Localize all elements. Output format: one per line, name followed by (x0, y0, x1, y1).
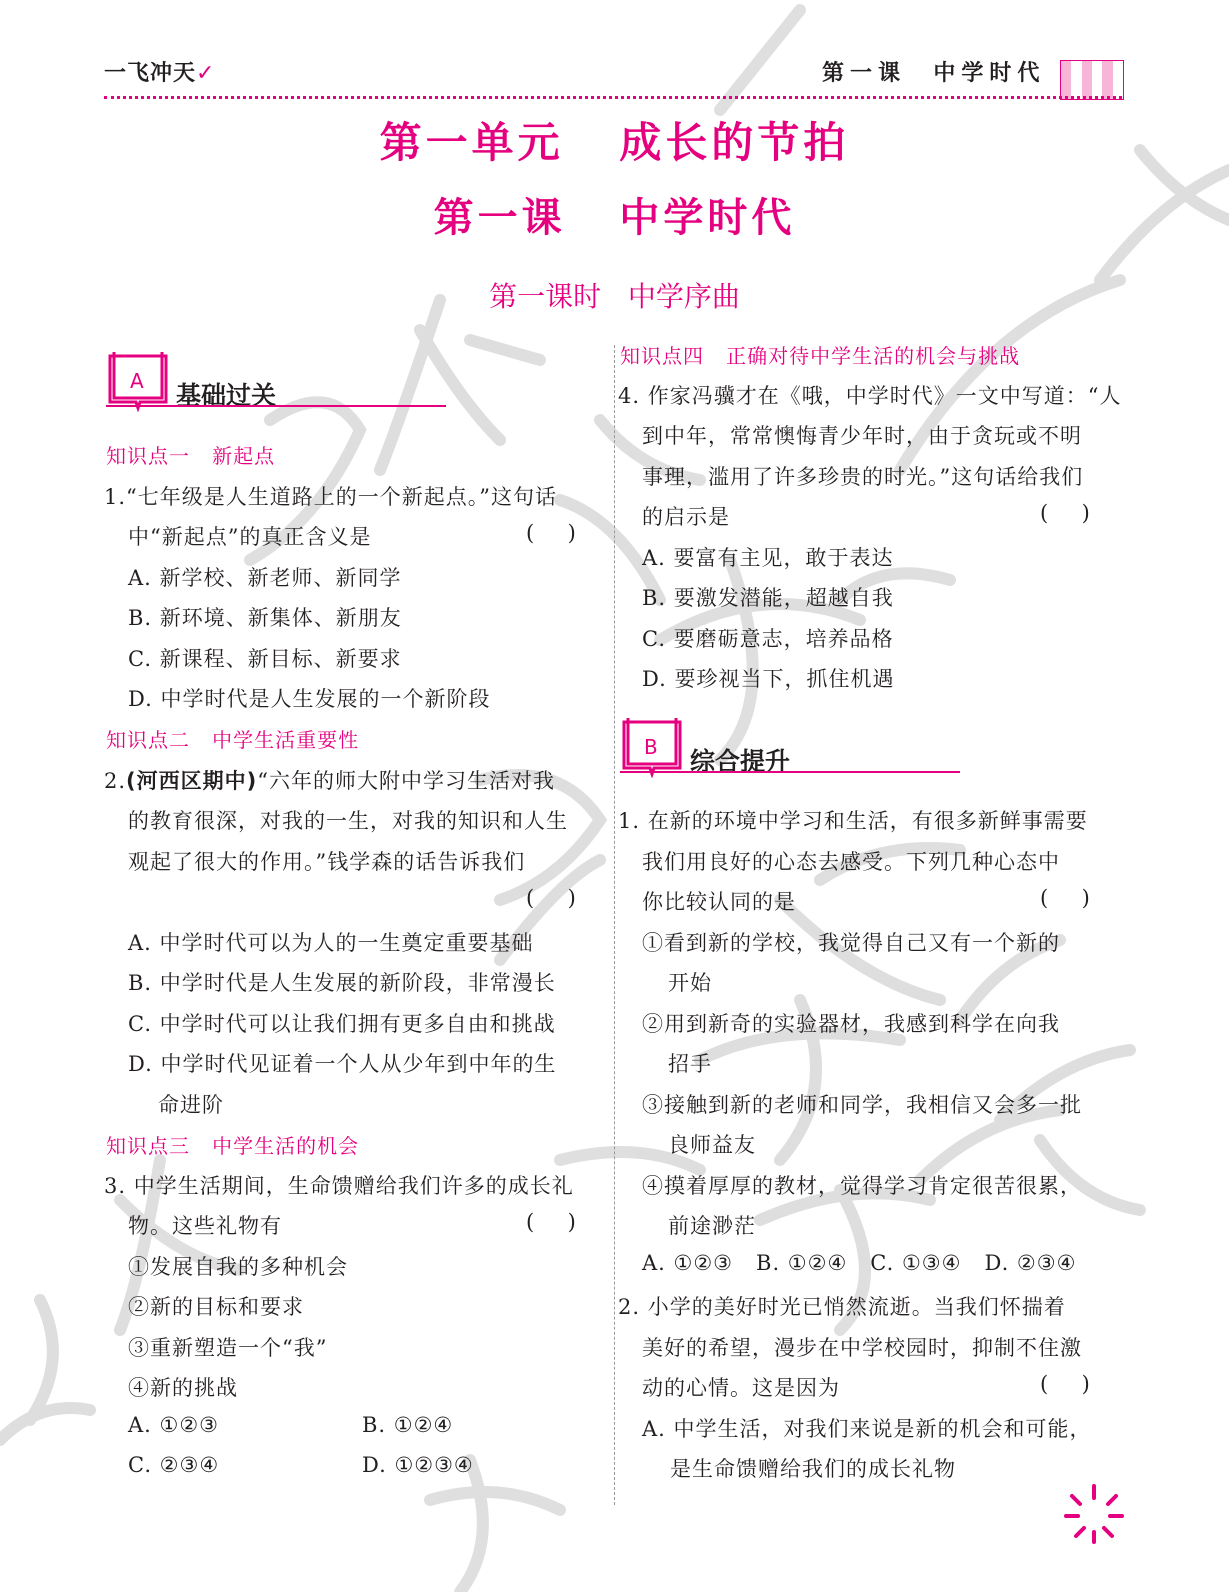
statement-item-continued: 前途渺茫 (668, 1214, 756, 1238)
question-1-line: 中“新起点”的真正含义是 (128, 525, 372, 549)
statement-item: ④新的挑战 (128, 1376, 238, 1400)
section-b-rule (620, 771, 960, 773)
question-4-line: 的启示是 (642, 505, 730, 529)
answer-blank: ( ) (526, 886, 576, 910)
question-2-line (104, 765, 555, 795)
question-2-line: 的教育很深，对我的一生，对我的知识和人生 (128, 809, 568, 833)
period-title: 第一课时 中学序曲 (489, 280, 740, 313)
statement-item: ②新的目标和要求 (128, 1295, 304, 1319)
option-a: A. 中学生活，对我们来说是新的机会和可能， (642, 1417, 1092, 1441)
choice-a: A. ①②③ (128, 1413, 219, 1437)
section-b-title: 综合提升 (690, 747, 791, 776)
column-divider (614, 345, 615, 1505)
option-d: D. 中学时代见证着一个人从少年到中年的生 (128, 1052, 557, 1076)
option-b: B. 要激发潜能，超越自我 (642, 586, 894, 610)
section-a-rule (106, 405, 446, 407)
question-3-line: 物。这些礼物有 (128, 1214, 282, 1238)
question-4-line: 事理，滥用了许多珍贵的时光。”这句话给我们 (642, 465, 1084, 489)
question-4-line: 4. 作家冯骥才在《哦，中学时代》一文中写道：“人 (618, 384, 1122, 408)
question-3-line: 3. 中学生活期间，生命馈赠给我们许多的成长礼 (104, 1174, 574, 1198)
option-b: B. 新环境、新集体、新朋友 (128, 606, 402, 630)
statement-item: ③接触到新的老师和同学，我相信又会多一批 (642, 1093, 1082, 1117)
question-b2-line: 2. 小学的美好时光已悄然流逝。当我们怀揣着 (618, 1295, 1066, 1319)
question-b1-line: 1. 在新的环境中学习和生活，有很多新鲜事需要 (618, 809, 1088, 833)
knowledge-point-4: 知识点四 正确对待中学生活的机会与挑战 (620, 344, 1021, 368)
header-divider (104, 96, 1122, 99)
running-header: 第一课 中学时代 (822, 61, 1046, 86)
question-1-line: 1.“七年级是人生道路上的一个新起点。”这句话 (104, 485, 558, 509)
section-a-title: 基础过关 (176, 381, 277, 410)
answer-blank: ( ) (1040, 1372, 1090, 1396)
statement-item-continued: 良师益友 (668, 1133, 756, 1157)
unit-title: 第一单元 成长的节拍 (379, 118, 850, 167)
option-a-continued: 是生命馈赠给我们的成长礼物 (670, 1457, 956, 1481)
checker-pattern-icon (1060, 60, 1124, 100)
checkmark-icon: ✓ (196, 61, 216, 86)
statement-item: ④摸着厚厚的教材，觉得学习肯定很苦很累， (642, 1174, 1082, 1198)
choices-row: A. ①②③ B. ①②④ C. ①③④ D. ②③④ (642, 1251, 1077, 1275)
choice-b: B. ①②④ (362, 1413, 454, 1437)
answer-blank: ( ) (526, 521, 576, 545)
option-d: D. 中学时代是人生发展的一个新阶段 (128, 687, 491, 711)
question-b1-line: 你比较认同的是 (642, 890, 796, 914)
statement-item-continued: 开始 (668, 971, 712, 995)
statement-item-continued: 招手 (668, 1052, 712, 1076)
option-c: C. 新课程、新目标、新要求 (128, 647, 402, 671)
knowledge-point-1: 知识点一 新起点 (106, 444, 276, 468)
statement-item: ①发展自我的多种机会 (128, 1255, 348, 1279)
option-a: A. 新学校、新老师、新同学 (128, 566, 402, 590)
answer-blank: ( ) (1040, 501, 1090, 525)
option-d-continued: 命进阶 (158, 1093, 224, 1117)
choice-d: D. ①②③④ (362, 1453, 474, 1477)
question-text: “六年的师大附中学习生活对我 (257, 769, 555, 793)
answer-blank: ( ) (1040, 886, 1090, 910)
sparkle-icon (1062, 1482, 1126, 1546)
source-tag: (河西区期中) (126, 769, 258, 793)
lesson-title: 第一课 中学时代 (433, 194, 796, 241)
option-c: C. 中学时代可以让我们拥有更多自由和挑战 (128, 1012, 556, 1036)
question-number: 2. (104, 769, 127, 793)
question-b2-line: 动的心情。这是因为 (642, 1376, 840, 1400)
statement-item: ①看到新的学校，我觉得自己又有一个新的 (642, 931, 1060, 955)
option-b: B. 中学时代是人生发展的新阶段，非常漫长 (128, 971, 556, 995)
brand-logo (104, 56, 215, 87)
option-a: A. 中学时代可以为人的一生奠定重要基础 (128, 931, 534, 955)
knowledge-point-2: 知识点二 中学生活重要性 (106, 728, 360, 752)
question-b1-line: 我们用良好的心态去感受。下列几种心态中 (642, 850, 1060, 874)
question-4-line: 到中年，常常懊悔青少年时，由于贪玩或不明 (642, 424, 1082, 448)
answer-blank: ( ) (526, 1210, 576, 1234)
brand-text: 一飞冲天 (104, 61, 197, 86)
statement-item: ②用到新奇的实验器材，我感到科学在向我 (642, 1012, 1060, 1036)
section-a-letter: A (130, 369, 144, 393)
option-c: C. 要磨砺意志，培养品格 (642, 627, 894, 651)
option-a: A. 要富有主见，敢于表达 (642, 546, 894, 570)
statement-item: ③重新塑造一个“我” (128, 1336, 328, 1360)
knowledge-point-3: 知识点三 中学生活的机会 (106, 1134, 360, 1158)
option-d: D. 要珍视当下，抓住机遇 (642, 667, 895, 691)
choice-c: C. ②③④ (128, 1453, 220, 1477)
question-b2-line: 美好的希望，漫步在中学校园时，抑制不住激 (642, 1336, 1082, 1360)
question-2-line: 观起了很大的作用。”钱学森的话告诉我们 (128, 850, 526, 874)
section-b-letter: B (644, 735, 658, 759)
